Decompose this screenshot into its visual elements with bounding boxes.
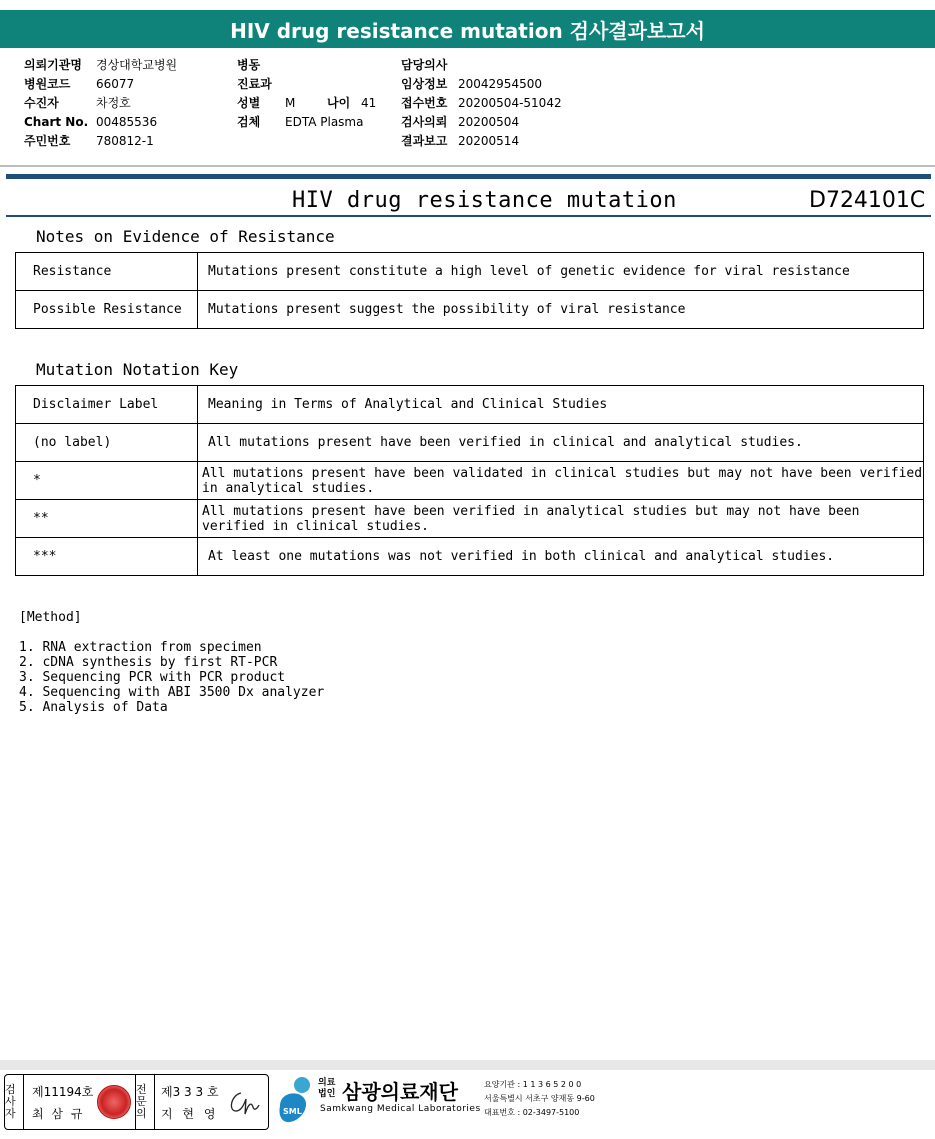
notes-text: Mutations present constitute a high level of genetic evidence for viral resistance: [198, 253, 924, 291]
sml-logo-icon: [272, 1076, 318, 1126]
method-step: 5. Analysis of Data: [19, 700, 168, 715]
notes-label: Resistance: [16, 253, 198, 291]
key-label: ***: [16, 538, 198, 576]
key-text: At least one mutations was not verified in both clinical and analytical studies.: [198, 538, 924, 576]
examiner-name: 최 삼 규: [32, 1107, 85, 1121]
section-bar: [6, 174, 931, 179]
info-value: M: [285, 96, 296, 110]
info-value: 20200504-51042: [458, 96, 562, 110]
method-step: 1. RNA extraction from specimen: [19, 640, 262, 655]
info-label: 결과보고: [401, 134, 448, 148]
key-text: All mutations present have been validated in clinical studies but may not have been verified in analytical studies.: [198, 462, 924, 500]
info-row: [237, 75, 376, 94]
table-row: [16, 291, 924, 329]
org-english: Samkwang Medical Laboratories: [320, 1104, 481, 1114]
info-row: [24, 113, 177, 132]
info-value: 66077: [96, 77, 135, 91]
age-value: 41: [361, 96, 377, 110]
info-row: [401, 75, 562, 94]
info-label: 병원코드: [24, 77, 71, 91]
info-value: 780812-1: [96, 134, 154, 148]
info-label: 진료과: [237, 77, 272, 91]
key-text: Meaning in Terms of Analytical and Clinical Studies: [198, 386, 924, 424]
method-step: 3. Sequencing PCR with PCR product: [19, 670, 286, 685]
specialist-license: 제3 3 3 호: [161, 1085, 219, 1099]
org-type: 의료법인: [318, 1078, 336, 1099]
header-divider: [0, 165, 935, 167]
patient-info-col3: [401, 56, 562, 151]
info-label: 임상정보: [401, 77, 448, 91]
info-value: EDTA Plasma: [285, 115, 364, 129]
table-row: [16, 462, 924, 500]
info-row: [237, 56, 376, 75]
key-text: All mutations present have been verified in clinical and analytical studies.: [198, 424, 924, 462]
method-steps: [19, 640, 324, 715]
notes-text: Mutations present suggest the possibility of viral resistance: [198, 291, 924, 329]
footer-band: [0, 1060, 935, 1070]
info-label: 병동: [237, 58, 261, 72]
info-row: [401, 132, 562, 151]
info-value: 20042954500: [458, 77, 542, 91]
info-label: 의뢰기관명: [24, 58, 82, 72]
table-row: [16, 424, 924, 462]
info-value: 20200504: [458, 115, 520, 129]
info-row: [237, 113, 376, 132]
age-label: 나이: [327, 96, 351, 110]
info-row: [24, 132, 177, 151]
key-text: All mutations present have been verified in analytical studies but may not have been verified in clinical studies.: [198, 500, 924, 538]
contact-line: 서울특별시 서초구 양재동 9-60: [484, 1094, 595, 1103]
method-step: 4. Sequencing with ABI 3500 Dx analyzer: [19, 685, 325, 700]
info-label: 수진자: [24, 96, 59, 110]
signature-box: [4, 1074, 269, 1130]
specialist-name: 지 현 영: [161, 1107, 219, 1121]
test-header: [0, 186, 935, 216]
table-row: [16, 500, 924, 538]
info-row: [24, 56, 177, 75]
signature-icon: [225, 1087, 261, 1117]
info-row: [24, 94, 177, 113]
key-label: **: [16, 500, 198, 538]
notes-label: Possible Resistance: [16, 291, 198, 329]
examiner-license: 제11194호: [32, 1085, 94, 1099]
patient-info: [0, 54, 935, 164]
info-label: 담당의사: [401, 58, 448, 72]
org-name: 삼광의료재단: [342, 1080, 458, 1104]
info-label: 성별: [237, 96, 261, 110]
test-header-underline: [6, 215, 931, 217]
contact-line: 요양기관 : 1 1 3 6 5 2 0 0: [484, 1080, 582, 1089]
patient-info-col2: [237, 56, 376, 132]
info-row: [401, 56, 562, 75]
info-row: [237, 94, 376, 113]
info-row: [401, 113, 562, 132]
method-step: 2. cDNA synthesis by first RT-PCR: [19, 655, 278, 670]
info-value: 20200514: [458, 134, 520, 148]
table-row: [16, 253, 924, 291]
examiner-seal: [97, 1085, 131, 1119]
notes-table: [15, 252, 924, 329]
test-title: HIV drug resistance mutation: [292, 188, 677, 213]
logo-text: SML: [283, 1107, 302, 1116]
contact-info: [484, 1078, 595, 1120]
specialist-label: 전문의: [135, 1075, 155, 1129]
info-label: 검사의뢰: [401, 115, 448, 129]
info-row: [401, 94, 562, 113]
patient-info-col1: [24, 56, 177, 151]
method-title: [Method]: [19, 610, 82, 625]
info-label: 접수번호: [401, 96, 448, 110]
info-row: [24, 75, 177, 94]
key-table: [15, 385, 924, 576]
info-value: 경상대학교병원: [96, 58, 178, 72]
key-title: Mutation Notation Key: [36, 360, 239, 379]
key-label: (no label): [16, 424, 198, 462]
report-title: HIV drug resistance mutation 검사결과보고서: [0, 10, 935, 48]
table-row: [16, 386, 924, 424]
contact-line: 대표번호 : 02-3497-5100: [484, 1108, 580, 1117]
test-code: D724101C: [809, 188, 926, 213]
info-label: Chart No.: [24, 115, 89, 129]
info-value: 00485536: [96, 115, 158, 129]
info-label: 검체: [237, 115, 261, 129]
notes-title: Notes on Evidence of Resistance: [36, 227, 335, 246]
key-label: Disclaimer Label: [16, 386, 198, 424]
key-label: *: [16, 462, 198, 500]
table-row: [16, 538, 924, 576]
info-label: 주민번호: [24, 134, 71, 148]
info-value: 차정호: [96, 96, 131, 110]
examiner-label: 검사자: [5, 1075, 24, 1129]
